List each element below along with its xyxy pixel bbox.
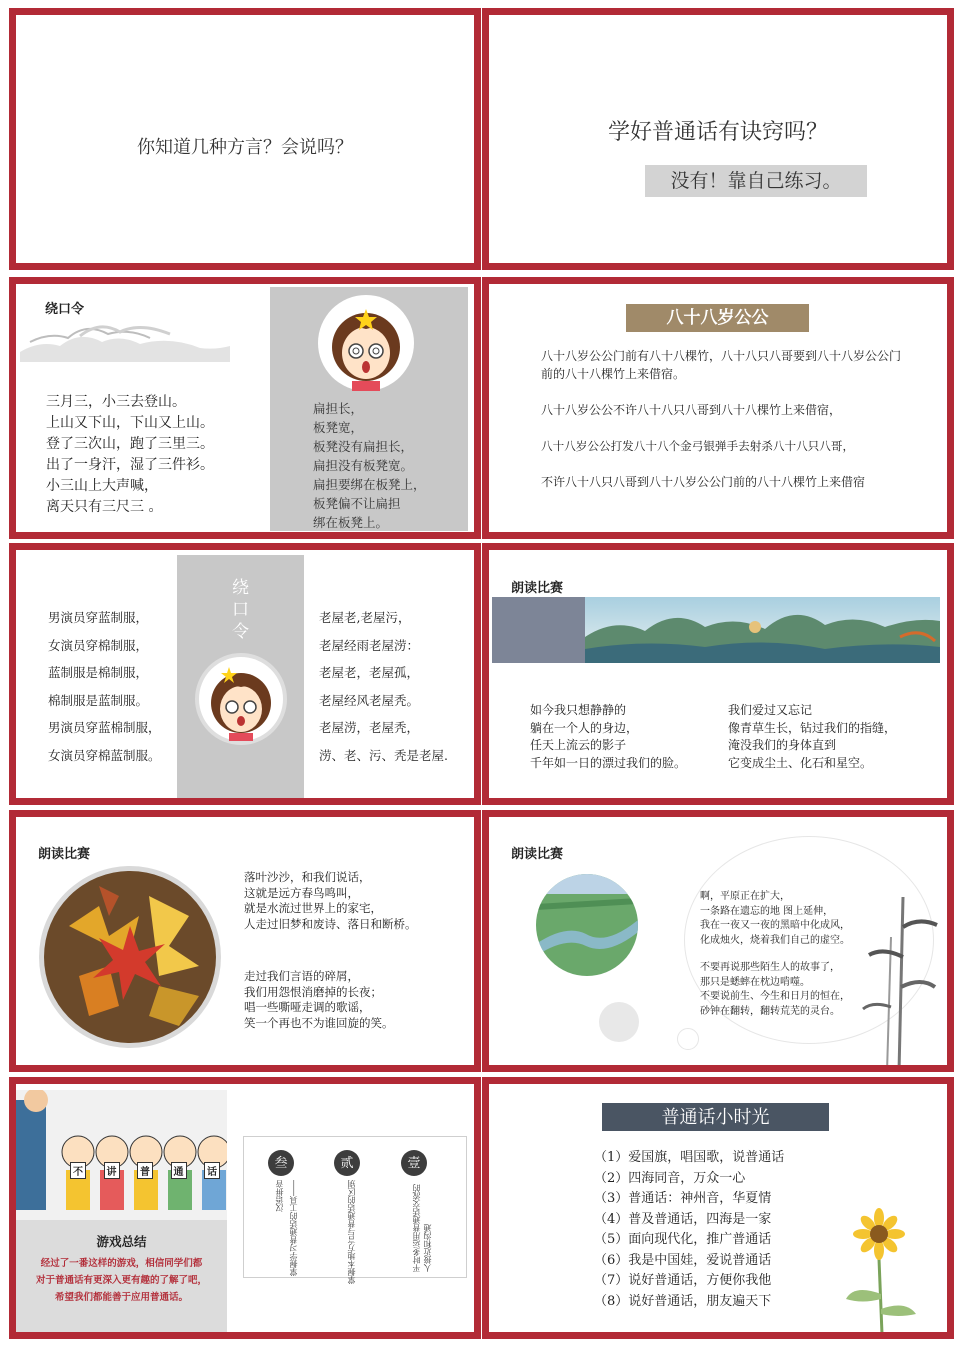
sign-word: 不	[70, 1162, 86, 1179]
summary-line: 经过了一番这样的游戏，相信同学们都	[40, 1258, 203, 1269]
twister-line: 蓝制服是棉制服，	[48, 665, 149, 680]
step-text: 汉语拼音	[275, 1180, 284, 1212]
slide-heading: 朗读比赛	[511, 581, 564, 596]
poem-line: 登了三次山，跑了三里三。	[46, 436, 214, 452]
summary-text	[16, 1255, 227, 1306]
slogan-item: （2）四海同音，万众一心	[594, 1170, 746, 1186]
vertical-title-char: 口	[232, 600, 249, 620]
poem-line: 我们用怨恨消磨掉的长夜；	[244, 984, 382, 999]
poem-line: 我们爱过又忘记	[728, 703, 813, 717]
poem-line: 如今我只想静静的	[530, 703, 627, 717]
poem-line: 上山又下山，下山又上山。	[46, 415, 214, 431]
slogan-item: （1）爱国旗，唱国歌，说普通话	[594, 1150, 785, 1165]
poem-line: 三月三，小三去登山。	[46, 394, 186, 410]
twister-line: 老屋经风老屋秃。	[319, 692, 420, 708]
twister-line: 老屋老，老屋孤，	[319, 665, 420, 680]
poem-line: 扁担长，	[313, 401, 364, 416]
leaves-graphic	[39, 866, 221, 1048]
poem-left	[46, 392, 214, 518]
step-badge: 壹	[401, 1150, 427, 1176]
poem-line: 砂钟在翻转，翻转荒芜的灵台。	[700, 1005, 840, 1017]
twister-title: 八十八岁公公	[626, 304, 809, 332]
step-text: 平时多运用普通话交流的人接近和沟通	[412, 1184, 432, 1272]
poem-line: 我在一夜又一夜的黑暗中化成风，	[700, 920, 850, 931]
slide-putonghua-slogans	[482, 1077, 954, 1339]
gray-panel	[177, 555, 304, 798]
step-badge: 贰	[334, 1150, 360, 1176]
poem-line: 出了一身汗，湿了三件衫。	[46, 457, 214, 473]
sign-word: 通	[171, 1162, 187, 1179]
summary-line: 希望我们都能善于应用普通话。	[54, 1292, 188, 1303]
vertical-title-char: 绕	[232, 578, 249, 598]
twister-right	[319, 604, 448, 769]
poem-line: 啊，平原正在扩大，	[700, 891, 790, 902]
poem-line: 人走过旧梦和废诗、落日和断桥。	[244, 916, 417, 931]
slogan-item: （5）面向现代化，推广普通话	[594, 1232, 772, 1247]
poem-line: 扁担没有板凳宽。	[313, 458, 414, 473]
fantasy-landscape-image	[585, 597, 940, 663]
step-text: 掌握本地方言与普通话的区别	[347, 1180, 356, 1284]
summary-title: 游戏总结	[96, 1235, 147, 1249]
summary-line: 对于普通话有更深入更有趣的了解了吧，	[35, 1275, 207, 1286]
poem-line: 小三山上大声喊，	[46, 478, 158, 494]
poem-line: 走过我们言语的碎屑，	[244, 969, 359, 983]
poem-line: 躺在一个人的身边，	[530, 720, 639, 735]
tips-answer: 没有！靠自己练习。	[645, 165, 867, 197]
poem-line: 淹没我们的身体直到	[728, 738, 837, 752]
step-badge: 叁	[268, 1150, 294, 1176]
vertical-title	[177, 577, 304, 643]
slogans-title: 普通话小时光	[602, 1103, 829, 1131]
stanza-2	[244, 969, 394, 1031]
poem-line: 不要再说那些陌生人的故事了，	[700, 962, 840, 973]
bamboo-ink-image	[859, 897, 939, 1072]
poem-line: 离天只有三尺三 。	[46, 499, 163, 515]
tips-title: 学好普通话有诀窍吗？	[607, 120, 828, 145]
sign-word: 普	[137, 1162, 153, 1179]
poem-line: 它变成尘土、化石和星空。	[728, 755, 873, 770]
poem-line: 笑一个再也不为谁回旋的笑。	[244, 1015, 394, 1030]
slide-heading: 绕口令	[45, 302, 85, 317]
step-text: 掌握学习普通话的工具——	[289, 1180, 298, 1276]
slogan-item: （3）普通话：神州音，华夏情	[594, 1191, 772, 1206]
poem-line: 任天上流云的影子	[530, 738, 627, 752]
cartoon-girl-image	[195, 653, 287, 745]
dialect-question: 你知道几种方言？会说吗？	[137, 137, 353, 158]
slide-putonghua-tips	[482, 8, 954, 270]
slide-reading-contest-3	[482, 810, 954, 1072]
cartoon-girl-image	[318, 295, 414, 391]
twister-paragraph: 八十八岁公公门前有八十八棵竹，八十八只八哥要到八十八岁公公门前的八十八棵竹上来借宿。	[541, 349, 902, 381]
twister-line: 棉制服是蓝制服。	[48, 692, 149, 708]
stanza-2	[700, 961, 850, 1019]
poem-line: 板凳偏不让扁担	[313, 496, 401, 511]
twister-left	[48, 604, 161, 769]
poem-line: 那只是蟋蟀在枕边啃噬。	[700, 976, 810, 988]
slide-heading: 朗读比赛	[38, 847, 91, 862]
slogan-item: （6）我是中国娃，爱说普通话	[594, 1252, 772, 1268]
sunflower-image	[834, 1204, 924, 1334]
poem-line: 像青草生长，钻过我们的指缝，	[728, 720, 897, 735]
slide-reading-contest-1	[482, 543, 954, 805]
bubble-dot-small	[677, 1028, 699, 1050]
slogan-list	[594, 1148, 784, 1312]
twister-line: 女演员穿棉制服，	[48, 637, 149, 653]
autumn-leaves-image	[39, 866, 221, 1048]
twister-body	[541, 347, 907, 491]
slogan-item: （8）说好普通话，朋友遍天下	[594, 1293, 772, 1309]
slide-reading-contest-2	[9, 810, 481, 1072]
gray-panel	[270, 287, 468, 531]
poem-line: 不要说前生、今生和日月的恒在，	[700, 991, 850, 1002]
slide-tongue-twister-88	[482, 277, 954, 539]
river-graphic	[536, 874, 638, 976]
poem-line: 板凳没有扁担长，	[313, 439, 414, 454]
twister-line: 男演员穿蓝棉制服，	[48, 720, 161, 735]
poem-line: 就是水流过世界上的家宅，	[244, 901, 382, 915]
ink-mountains-image	[20, 312, 230, 362]
slogan-item: （4）普及普通话，四海是一家	[594, 1211, 772, 1227]
slide-tongue-twister-1	[9, 277, 481, 539]
vertical-title-char: 令	[232, 622, 249, 642]
poem-line: 这就是远方春鸟鸣叫，	[244, 885, 359, 900]
twister-line: 女演员穿棉蓝制服。	[48, 747, 161, 763]
bubble-dot-large	[599, 1002, 639, 1042]
sign-words	[70, 1162, 220, 1179]
poem-line: 板凳宽，	[313, 420, 364, 435]
sign-word: 讲	[104, 1162, 120, 1179]
twister-line: 涝、老、污、秃是老屋.	[319, 747, 448, 763]
poem-line: 落叶沙沙，和我们说话，	[244, 870, 371, 884]
girl-face-icon	[318, 295, 414, 391]
twister-paragraph: 八十八岁公公打发八十八个金弓银弹手去射杀八十八只八哥，	[541, 439, 855, 453]
stanza-1	[244, 870, 417, 932]
grassland-river-image	[536, 874, 638, 976]
twister-line: 老屋老,老屋污，	[319, 610, 411, 625]
poem-right	[313, 399, 426, 532]
slogan-item: （7）说好普通话，方便你我他	[594, 1273, 772, 1288]
poem-line: 化成烛火，烧着我们自己的虚空。	[700, 934, 850, 946]
cartoon-panel	[16, 1090, 227, 1333]
poem-line: 唱一些嘶哑走调的歌谣，	[244, 1000, 371, 1014]
students-cartoon-image	[16, 1090, 227, 1220]
twister-line: 老屋涝，老屋秃，	[319, 720, 420, 735]
slide-dialect-question	[9, 8, 481, 270]
twister-line: 老屋经雨老屋涝：	[319, 637, 420, 653]
twister-paragraph: 不许八十八只八哥到八十八岁公公门前的八十八棵竹上来借宿	[541, 475, 866, 489]
poem-line: 一条路在遗忘的地 图上延伸，	[700, 905, 834, 917]
poem-right	[728, 702, 896, 772]
sign-word: 话	[204, 1162, 220, 1179]
twister-paragraph: 八十八岁公公不许八十八只八哥到八十八棵竹上来借宿，	[541, 403, 842, 417]
stanza-1	[700, 890, 850, 948]
twister-line: 男演员穿蓝制服，	[48, 610, 149, 625]
slide-tongue-twister-2	[9, 543, 481, 805]
girl-face-icon	[199, 657, 283, 741]
poem-line: 绑在板凳上。	[313, 515, 389, 530]
slide-heading: 朗读比赛	[511, 847, 564, 862]
slate-block	[492, 597, 588, 663]
poem-line: 千年如一日的漂过我们的脸。	[530, 755, 687, 770]
poem-left	[530, 702, 686, 772]
poem-line: 扁担要绑在板凳上，	[313, 477, 426, 492]
slide-game-summary	[9, 1077, 481, 1339]
